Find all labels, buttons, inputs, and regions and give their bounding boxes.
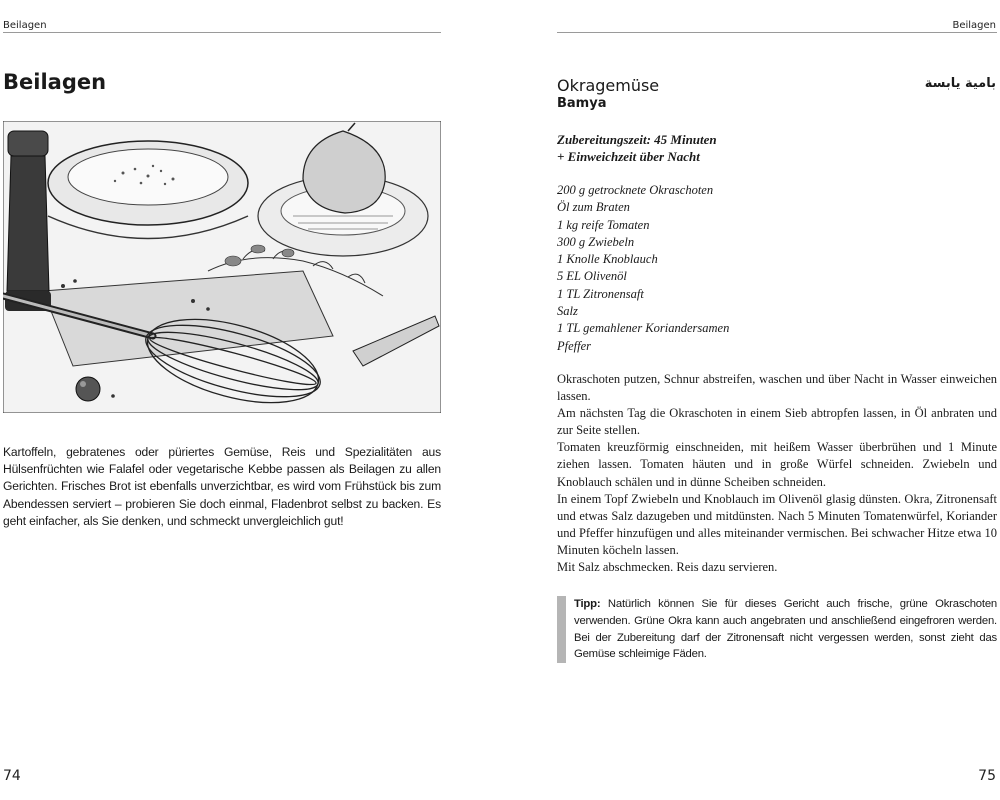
ingredient-item: 200 g getrocknete Okraschoten [557, 183, 714, 197]
right-page [500, 0, 1000, 800]
ingredient-item: Pfeffer [557, 338, 592, 353]
ingredient-list [557, 182, 729, 355]
instruction-step: Okraschoten putzen, Schnur abstreifen, waschen und über Nacht in Wasser einweichen lassen. [557, 372, 997, 404]
instructions [557, 371, 997, 576]
recipe-title: Okragemüse [557, 76, 660, 95]
header-rule-left [3, 32, 441, 33]
ingredient-item: 5 EL Olivenöl [557, 269, 627, 284]
prep-time-line: + Einweichzeit über Nacht [557, 149, 700, 164]
ingredient-item: Salz [557, 304, 578, 319]
instruction-step: Tomaten kreuzförmig einschneiden, mit heißem Wasser überbrühen und 1 Minute ziehen lassen. Tomaten häuten und in große Würfel schneiden. Zwiebeln und Knoblauch schälen und in dünne Scheiben schneiden. [557, 440, 997, 489]
tip-label: Tipp: [574, 598, 601, 610]
arabic-title: بامية يابسة [924, 76, 996, 91]
running-head-left: Beilagen [3, 20, 47, 31]
ingredient-item: 300 g Zwiebeln [557, 234, 635, 249]
ingredient-item: Öl zum Braten [557, 200, 630, 215]
running-head-right: Beilagen [952, 20, 996, 31]
page-number-right: 75 [978, 768, 996, 784]
kitchen-illustration [3, 121, 441, 413]
ingredient-item: 1 kg reife Tomaten [557, 217, 650, 232]
recipe-subtitle: Bamya [557, 96, 607, 111]
ingredient-item: 1 Knolle Knoblauch [557, 252, 658, 267]
instruction-step: Am nächsten Tag die Okraschoten in einem Sieb abtropfen lassen, in Öl anbraten und zur Seite stellen. [557, 406, 997, 438]
instruction-step: In einem Topf Zwiebeln und Knoblauch im Olivenöl glasig dünsten. Okra, Zitronensaft und etwas Salz dazugeben und mitdünsten. Nach 5 Minuten Tomatenwürfel, Koriander und Pfeffer hinzufügen und alles miteinander vermischen. Bei schwacher Hitze etwa 10 Minuten köcheln lassen. [557, 491, 997, 557]
header-rule-right [557, 32, 997, 33]
intro-paragraph: Kartoffeln, gebratenes oder püriertes Gemüse, Reis und Spezialitäten aus Hülsenfrüchten wie Falafel oder vegetarische Kebbe passen als Beilagen zu allen Gerichten. Frisches Brot ist ebenfalls unverzichtbar, es wird vom Frühstück bis zum Abendessen serviert – probieren Sie doch einmal, Fladenbrot selbst zu backen. Es geht einfacher, als Sie denken, und schmeckt unvergleichlich gut! [3, 445, 441, 528]
prep-time-line: Zubereitungszeit: 45 Minuten [557, 132, 717, 147]
page-number-left: 74 [3, 768, 21, 784]
prep-time [557, 131, 817, 165]
ingredient-item: 1 TL gemahlener Koriandersamen [557, 321, 730, 336]
ingredient-item: 1 TL Zitronensaft [557, 286, 644, 301]
chapter-title: Beilagen [3, 70, 107, 94]
tip-box [557, 596, 997, 663]
tip-text: Natürlich können Sie für dieses Gericht auch frische, grüne Okraschoten verwenden. Grüne Okra kann auch angebraten und anschließend eingefroren werden. Bei der Zubereitung darf der Zitronensaft nicht vergessen werden, sonst zieht das Gemüse schleimige Fäden. [574, 598, 997, 661]
instruction-step: Mit Salz abschmecken. Reis dazu servieren. [557, 560, 778, 575]
